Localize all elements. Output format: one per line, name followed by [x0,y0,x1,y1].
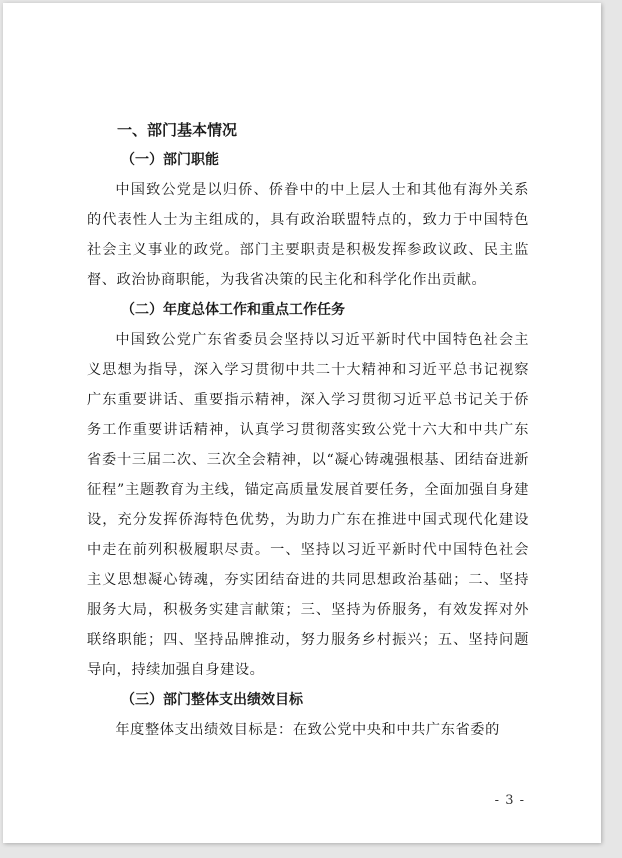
paragraph-annual-work: 中国致公党广东省委员会坚持以习近平新时代中国特色社会主义思想为指导，深入学习贯彻中共二十大精神和习近平总书记视察广东重要讲话、重要指示精神，深入学习贯彻习近平总书记关于侨务工作重要讲话精神，认真学习贯彻落实致公党十六大和中共广东省委十三届二次、三次全会精神，以“凝心铸魂强根基、团结奋进新征程”主题教育为主线，锚定高质量发展首要任务，全面加强自身建设，充分发挥侨海特色优势，为助力广东在推进中国式现代化建设中走在前列积极履职尽责。一、坚持以习近平新时代中国特色社会主义思想凝心铸魂，夯实团结奋进的共同思想政治基础；二、坚持服务大局，积极务实建言献策；三、坚持为侨服务，有效发挥对外联络职能；四、坚持品牌推动，努力服务乡村振兴；五、坚持问题导向，持续加强自身建设。 [87,332,529,678]
page-content [87,115,529,745]
paragraph-performance-goals: 年度整体支出绩效目标是：在致公党中央和中共广东省委的 [115,722,500,738]
paragraph-functions: 中国致公党是以归侨、侨眷中的中上层人士和其他有海外关系的代表性人士为主组成的，具有政治联盟特点的，致力于中国特色社会主义事业的政党。部门主要职责是积极发挥参政议政、民主监督、政治协商职能，为我省决策的民主化和科学化作出贡献。 [87,182,529,288]
section-title-performance-goals: （三）部门整体支出绩效目标 [121,692,303,708]
section-title-functions: （一）部门职能 [121,152,219,168]
heading-department-basic-info: 一、部门基本情况 [117,121,238,139]
document-page [3,3,601,843]
page-number: - 3 - [494,793,525,808]
section-title-annual-work: （二）年度总体工作和重点工作任务 [121,302,345,318]
